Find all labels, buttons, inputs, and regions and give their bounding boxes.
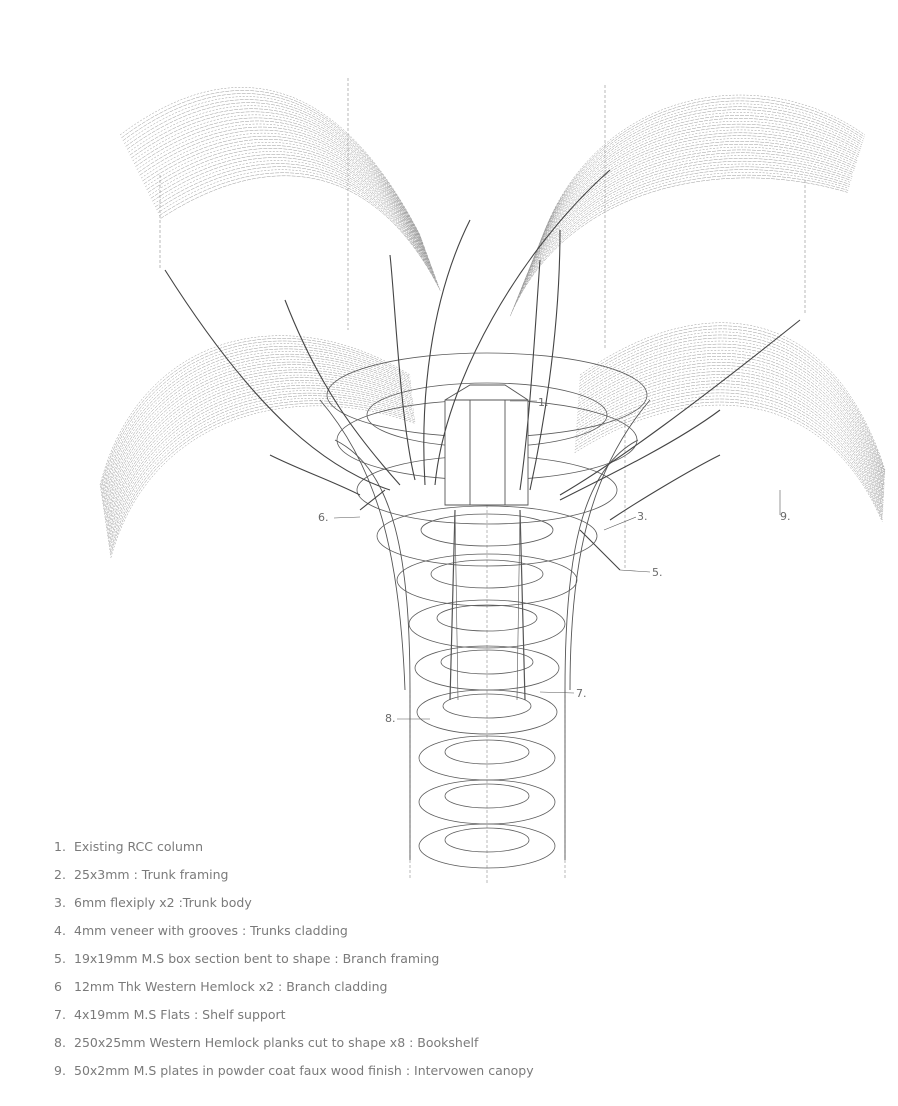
canopy-strip <box>577 372 884 501</box>
callout-6: 6. <box>318 511 329 524</box>
component-legend <box>54 838 534 1090</box>
canopy-strip <box>123 93 422 238</box>
legend-item <box>54 950 534 978</box>
canopy-strip <box>100 338 410 487</box>
canopy-strip <box>152 158 436 280</box>
canopy-strip <box>140 130 430 262</box>
callout-9: 9. <box>780 510 791 523</box>
canopy-strip <box>103 354 412 504</box>
canopy-strip <box>144 139 432 267</box>
canopy-strip <box>159 173 439 289</box>
canopy-strip <box>102 349 411 499</box>
canopy-strip <box>106 378 413 529</box>
canopy-strip <box>128 106 424 247</box>
legend-text: 6mm flexiply x2 :Trunk body <box>74 895 252 910</box>
legend-number: 6 <box>54 979 62 994</box>
canopy-strip <box>131 112 425 251</box>
canopy-strip <box>519 158 852 295</box>
legend-item <box>54 894 534 922</box>
legend-text: 50x2mm M.S plates in powder coat faux wood finish : Intervowen canopy <box>74 1063 534 1078</box>
canopy-strip <box>134 118 427 254</box>
canopy-strip <box>137 124 429 258</box>
canopy-strip <box>521 153 853 290</box>
canopy-strip <box>120 87 420 235</box>
canopy-strip <box>101 341 411 490</box>
legend-item <box>54 978 534 1006</box>
canopy-strip <box>130 109 425 249</box>
canopy-leaf <box>120 87 440 290</box>
canopy-strip <box>141 133 431 264</box>
canopy-strip <box>577 368 884 498</box>
canopy-strip <box>576 381 883 507</box>
canopy-strip <box>531 130 858 266</box>
canopy-strip <box>534 121 859 256</box>
legend-text: 4x19mm M.S Flats : Shelf support <box>74 1007 286 1022</box>
rcc-column <box>445 385 528 505</box>
callout-3: 3. <box>637 510 648 523</box>
canopy-strip <box>528 136 856 272</box>
canopy-strip <box>537 115 861 250</box>
legend-item <box>54 866 534 894</box>
canopy-strip <box>576 384 883 509</box>
canopy-strip <box>107 380 414 531</box>
canopy-strip <box>579 341 885 481</box>
canopy-strip <box>108 385 414 536</box>
canopy-strip <box>576 378 883 505</box>
canopy-strip <box>158 170 439 287</box>
canopy-strip <box>575 405 883 522</box>
canopy-strip <box>527 139 856 275</box>
canopy-strip <box>133 115 427 252</box>
legend-number: 3. <box>54 895 66 910</box>
legend-number: 9. <box>54 1063 66 1078</box>
legend-number: 2. <box>54 867 66 882</box>
legend-number: 4. <box>54 923 66 938</box>
legend-text: Existing RCC column <box>74 839 203 854</box>
canopy-strip <box>513 172 849 310</box>
canopy-strip <box>127 103 424 245</box>
canopy-strip <box>575 399 883 518</box>
canopy-strip <box>107 383 413 534</box>
legend-text: 4mm veneer with grooves : Trunks cladding <box>74 923 348 938</box>
canopy-strip <box>523 147 854 283</box>
canopy-strip <box>535 118 860 253</box>
legend-text: 25x3mm : Trunk framing <box>74 867 229 882</box>
canopy-strip <box>161 176 441 291</box>
canopy-strip <box>576 387 883 511</box>
canopy-strip <box>109 396 414 547</box>
canopy-strip <box>575 402 883 520</box>
canopy-strip <box>526 141 856 277</box>
legend-text: 19x19mm M.S box section bent to shape : Branch framing <box>74 951 440 966</box>
canopy-strip <box>540 107 862 242</box>
legend-item <box>54 838 534 866</box>
canopy-strip <box>142 136 431 266</box>
legend-item <box>54 1034 534 1062</box>
canopy-strip <box>103 357 411 507</box>
canopy-strip <box>579 344 885 483</box>
canopy-strip <box>155 164 438 283</box>
canopy-strip <box>102 346 411 496</box>
callout-1: 1. <box>538 396 549 409</box>
legend-number: 7. <box>54 1007 66 1022</box>
callout-8: 8. <box>385 712 396 725</box>
legend-text: 12mm Thk Western Hemlock x2 : Branch cladding <box>74 979 388 994</box>
callout-5: 5. <box>652 566 663 579</box>
legend-text: 250x25mm Western Hemlock planks cut to shape x8 : Bookshelf <box>74 1035 479 1050</box>
legend-item <box>54 922 534 950</box>
callout-7: 7. <box>576 687 587 700</box>
canopy-strip <box>522 150 853 287</box>
legend-item <box>54 1062 534 1090</box>
legend-number: 5. <box>54 951 66 966</box>
canopy-strip <box>520 156 853 293</box>
legend-number: 8. <box>54 1035 66 1050</box>
canopy-strip <box>511 175 848 313</box>
legend-number: 1. <box>54 839 66 854</box>
branch-framing <box>165 170 800 570</box>
callout-leaders <box>334 401 780 719</box>
legend-item <box>54 1006 534 1034</box>
canopy-strip <box>154 161 437 282</box>
canopy-strip <box>108 391 414 542</box>
canopy-leaf <box>510 95 865 316</box>
canopy-strip <box>145 142 432 269</box>
